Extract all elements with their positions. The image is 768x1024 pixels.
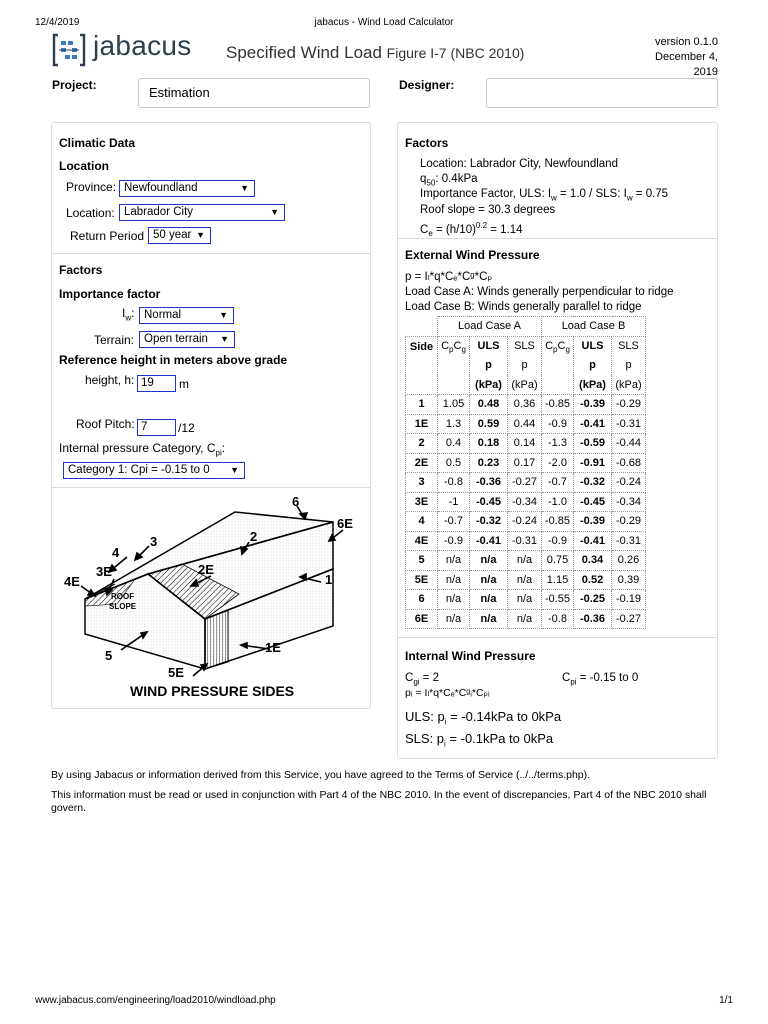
table-cell-b-sls: -0.27 [612,609,646,629]
table-cell-b-cpcg: -0.85 [542,512,574,532]
table-header-row [406,317,646,337]
importance-value: Normal [144,309,182,321]
factors-importance: Importance Factor, ULS: $I_w = 1.0$ / SLS: $I_w = 0.75$ [420,188,669,203]
divider [52,487,370,488]
table-cell-b-cpcg: -1.3 [542,434,574,454]
terrain-value: Open terrain [144,333,208,345]
chevron-down-icon: ▼ [270,207,279,217]
table-cell-a-uls: n/a [470,609,508,629]
table-cell-a-sls: -0.31 [508,531,542,551]
roof-slope-line2: SLOPE [109,602,137,611]
table-cell-a-cpcg: 1.05 [438,395,470,415]
table-cell-b-cpcg: -1.0 [542,492,574,512]
table-cell-side: 6 [406,590,438,610]
wind-pressure-diagram [57,494,369,706]
diagram-label-2e: 2E [198,562,214,577]
province-value: Newfoundland [124,182,198,194]
table-cell-b-sls: -0.24 [612,473,646,493]
roof-pitch-label: Roof Pitch: [76,417,135,431]
table-cell-side: 4 [406,512,438,532]
table-cell-side: 6E [406,609,438,629]
table-row [406,551,646,571]
roof-pitch-input[interactable]: 7 [137,419,176,436]
table-row [406,453,646,473]
table-cell-b-cpcg: -0.85 [542,395,574,415]
table-cell-b-cpcg: -0.9 [542,414,574,434]
external-formula: p = Iₗ*q*Cₑ*Cᵍ*Cₚ [405,271,493,283]
table-row [406,512,646,532]
nbc-notice: This information must be read or used in conjunction with Part 4 of the NBC 2010. In the event of discrepancies, Part 4 of the NBC 2010 shall govern. [51,789,707,814]
table-cell-a-cpcg: -0.7 [438,512,470,532]
diagram-label-5: 5 [105,648,113,663]
version-label: version 0.1.0 [655,36,718,48]
table-cell-b-uls: -0.45 [574,492,612,512]
table-header-row [406,336,646,356]
table-cell-b-sls: -0.29 [612,395,646,415]
print-url: www.jabacus.com/engineering/load2010/windload.php [35,995,276,1006]
table-cell-a-sls: 0.14 [508,434,542,454]
table-cell-side: 2 [406,434,438,454]
diagram-label-4: 4 [112,545,120,560]
table-cell-b-cpcg: -0.9 [542,531,574,551]
roof-pitch-unit: /12 [178,421,195,435]
table-cell-b-uls: 0.52 [574,570,612,590]
table-cell-a-cpcg: -0.9 [438,531,470,551]
table-cell-b-cpcg: -0.8 [542,609,574,629]
table-cell-b-uls: -0.39 [574,395,612,415]
header-load-case-b: Load Case B [542,317,646,337]
table-cell-b-cpcg: 0.75 [542,551,574,571]
table-row [406,395,646,415]
table-cell-b-sls: -0.29 [612,512,646,532]
table-cell-b-uls: -0.39 [574,512,612,532]
header-b-sls-p: p [612,356,646,376]
load-case-b-desc: Load Case B: Winds generally parallel to ridge [405,301,642,313]
factors-left-heading: Factors [59,263,103,277]
table-cell-b-uls: -0.41 [574,414,612,434]
internal-category-label: Internal pressure Category, $C_{pi}$: [59,441,226,458]
designer-input[interactable] [486,78,718,108]
factors-roof-slope: Roof slope = 30.3 degrees [420,204,556,216]
table-cell-a-cpcg: n/a [438,609,470,629]
roof-slope-line1: ROOF [111,592,135,601]
diagram-caption: WIND PRESSURE SIDES [130,683,295,699]
table-cell-side: 1 [406,395,438,415]
header-a-uls-unit: (kPa) [470,375,508,395]
version-block [608,35,718,80]
table-cell-a-uls: -0.32 [470,512,508,532]
header-b-sls: SLS [612,336,646,356]
table-cell-b-cpcg: -0.7 [542,473,574,493]
table-cell-a-uls: 0.23 [470,453,508,473]
table-cell-b-sls: -0.44 [612,434,646,454]
header-b-cpcg: $C_pC_g$ [542,336,574,395]
table-row [406,531,646,551]
table-cell-a-sls: 0.36 [508,395,542,415]
print-page: 1/1 [719,995,733,1006]
table-cell-a-uls: 0.48 [470,395,508,415]
header-a-sls: SLS [508,336,542,356]
importance-heading: Importance factor [59,287,161,301]
table-cell-a-uls: -0.41 [470,531,508,551]
internal-cpi: $C_{pi} = -0.15$ to 0 [562,672,639,687]
table-cell-a-sls: n/a [508,590,542,610]
brand-name[interactable]: jabacus [93,30,192,61]
diagram-label-3e: 3E [96,564,112,579]
table-cell-a-sls: -0.27 [508,473,542,493]
table-cell-side: 1E [406,414,438,434]
height-unit: m [179,377,189,391]
table-row [406,609,646,629]
print-title: jabacus - Wind Load Calculator [314,17,454,28]
table-cell-a-sls: 0.44 [508,414,542,434]
table-cell-a-uls: 0.18 [470,434,508,454]
header-a-uls-p: p [470,356,508,376]
diagram-label-6: 6 [292,494,300,509]
internal-uls: ULS: $p_i = -0.14kPa$ to 0kPa [405,709,562,727]
page-title-main: Specified Wind Load [226,43,382,62]
table-cell-b-cpcg: 1.15 [542,570,574,590]
table-cell-a-uls: -0.45 [470,492,508,512]
table-cell-b-sls: -0.31 [612,414,646,434]
chevron-down-icon: ▼ [219,310,228,320]
diagram-label-5e: 5E [168,665,184,680]
page-title-figure: Figure I-7 (NBC 2010) [386,45,525,61]
table-cell-b-uls: 0.34 [574,551,612,571]
external-pressure-table [405,316,646,629]
header-b-uls-unit: (kPa) [574,375,612,395]
diagram-label-1: 1 [325,572,333,587]
table-cell-b-uls: -0.36 [574,609,612,629]
factors-location: Location: Labrador City, Newfoundland [420,158,618,170]
header-b-uls: ULS [574,336,612,356]
table-cell-side: 3E [406,492,438,512]
height-input[interactable]: 19 [137,375,176,392]
table-cell-a-cpcg: -0.8 [438,473,470,493]
table-cell-a-cpcg: 0.4 [438,434,470,454]
internal-heading: Internal Wind Pressure [405,649,536,663]
table-cell-a-cpcg: 1.3 [438,414,470,434]
table-cell-b-sls: -0.19 [612,590,646,610]
table-cell-a-uls: n/a [470,570,508,590]
factors-right-heading: Factors [405,136,449,150]
header-side: Side [406,336,438,395]
return-period-value: 50 year [153,229,192,241]
version-date-1: December 4, [655,51,718,63]
divider [52,253,370,254]
location-label: Location: [66,206,115,220]
table-cell-b-sls: -0.68 [612,453,646,473]
table-cell-b-uls: -0.25 [574,590,612,610]
table-cell-a-sls: 0.17 [508,453,542,473]
table-cell-side: 2E [406,453,438,473]
header-load-case-a: Load Case A [438,317,542,337]
table-cell-a-cpcg: n/a [438,570,470,590]
table-cell-a-cpcg: -1 [438,492,470,512]
province-select[interactable] [119,180,255,197]
internal-category-select[interactable] [63,462,245,479]
location-value: Labrador City [124,206,194,218]
table-row [406,473,646,493]
header-a-sls-unit: (kPa) [508,375,542,395]
table-cell-b-sls: 0.39 [612,570,646,590]
table-cell-a-cpcg: 0.5 [438,453,470,473]
header-a-sls-p: p [508,356,542,376]
divider [398,238,717,239]
importance-select[interactable] [139,307,234,324]
terrain-label: Terrain: [94,333,135,347]
table-cell-a-sls: -0.24 [508,512,542,532]
ref-height-heading: Reference height in meters above grade [59,353,288,367]
diagram-label-2: 2 [250,529,258,544]
internal-sls: SLS: $p_i = -0.1kPa$ to 0kPa [405,731,554,749]
header-a-cpcg: $C_pC_g$ [438,336,470,395]
print-date: 12/4/2019 [35,17,80,28]
load-case-a-desc: Load Case A: Winds generally perpendicular to ridge [405,286,674,298]
project-input[interactable]: Estimation [138,78,370,108]
iw-label: $I_w$: [122,306,135,323]
province-label: Province: [66,180,117,194]
table-row [406,590,646,610]
internal-formula: pᵢ = Iₗ*q*Cₑ*Cᵍᵢ*Cₚᵢ [405,687,490,699]
table-cell-side: 4E [406,531,438,551]
location-heading: Location [59,159,109,173]
divider [398,637,717,638]
table-cell-a-sls: n/a [508,551,542,571]
chevron-down-icon: ▼ [230,465,239,475]
header-b-uls-p: p [574,356,612,376]
factors-q50: $q_{50}$: 0.4kPa [420,173,478,188]
table-cell-b-cpcg: -0.55 [542,590,574,610]
internal-category-value: Category 1: Cpi = -0.15 to 0 [68,464,210,476]
table-cell-b-sls: -0.31 [612,531,646,551]
designer-label: Designer: [399,78,455,92]
table-row [406,434,646,454]
table-cell-b-sls: -0.34 [612,492,646,512]
header-b-sls-unit: (kPa) [612,375,646,395]
table-cell-side: 5E [406,570,438,590]
table-cell-b-uls: -0.41 [574,531,612,551]
table-cell-a-cpcg: n/a [438,551,470,571]
climatic-heading: Climatic Data [59,136,136,150]
header-a-uls: ULS [470,336,508,356]
return-period-select[interactable] [148,227,211,244]
table-corner [406,317,438,337]
return-period-label: Return Period [70,229,145,243]
project-label: Project: [52,78,97,92]
table-row [406,570,646,590]
table-row [406,414,646,434]
terrain-select[interactable] [139,331,235,348]
table-cell-b-sls: 0.26 [612,551,646,571]
chevron-down-icon: ▼ [240,183,249,193]
table-cell-a-cpcg: n/a [438,590,470,610]
diagram-label-1e: 1E [265,640,281,655]
jabacus-logo-icon [52,33,86,67]
location-select[interactable] [119,204,285,221]
table-cell-b-uls: -0.32 [574,473,612,493]
table-cell-a-uls: 0.59 [470,414,508,434]
diagram-label-6e: 6E [337,516,353,531]
factors-ce: $C_e = (h/10)^{0.2} = 1.14$ [420,221,523,239]
version-date-2: 2019 [693,66,718,78]
table-cell-b-cpcg: -2.0 [542,453,574,473]
table-cell-a-uls: -0.36 [470,473,508,493]
terms-text: By using Jabacus or information derived from this Service, you have agreed to the Terms of Service (../../terms.php). [51,769,591,781]
table-row [406,492,646,512]
chevron-down-icon: ▼ [220,334,229,344]
external-heading: External Wind Pressure [405,248,540,262]
table-cell-b-uls: -0.91 [574,453,612,473]
table-cell-side: 3 [406,473,438,493]
diagram-label-4e: 4E [64,574,80,589]
chevron-down-icon: ▼ [196,230,205,240]
table-cell-a-sls: n/a [508,570,542,590]
table-cell-a-sls: n/a [508,609,542,629]
table-cell-side: 5 [406,551,438,571]
table-cell-b-uls: -0.59 [574,434,612,454]
height-label: height, h: [85,373,135,387]
table-cell-a-uls: n/a [470,590,508,610]
page-title [226,43,524,63]
table-cell-a-uls: n/a [470,551,508,571]
table-cell-a-sls: -0.34 [508,492,542,512]
diagram-label-3: 3 [150,534,158,549]
internal-cgi: $C_{gi} = 2$ [405,672,440,687]
